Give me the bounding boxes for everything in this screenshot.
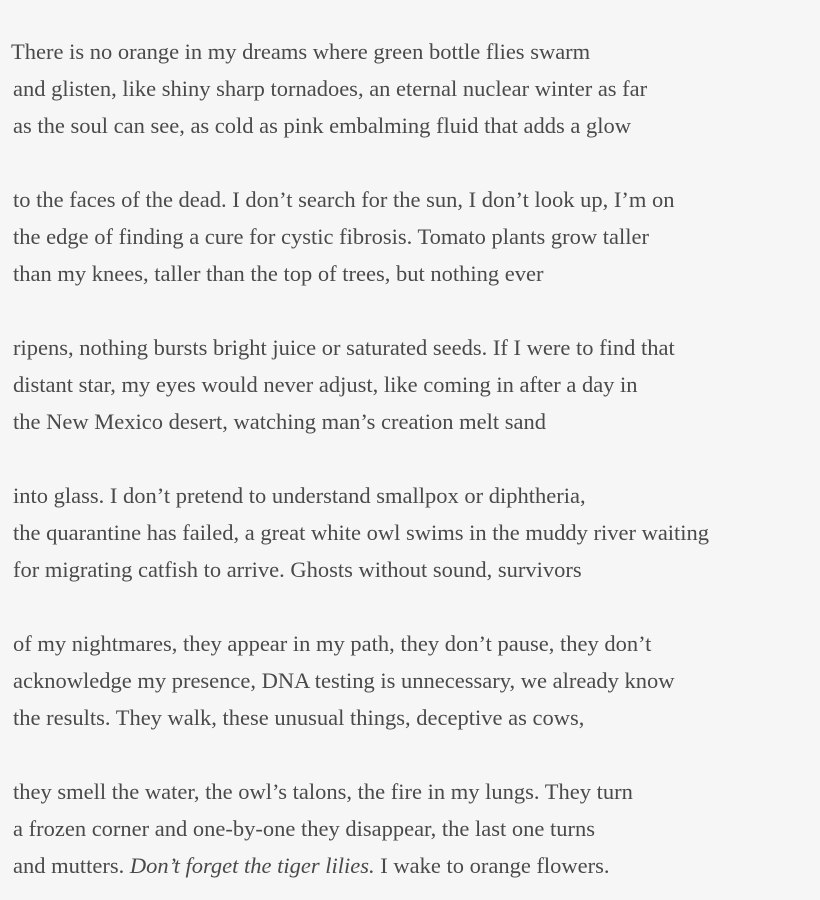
poem-line: the results. They walk, these unusual things, deceptive as cows, xyxy=(13,705,585,730)
poem-line: they smell the water, the owl’s talons, the fire in my lungs. They turn xyxy=(13,779,633,804)
poem-line: distant star, my eyes would never adjust, like coming in after a day in xyxy=(13,372,638,397)
poem-line: a frozen corner and one-by-one they disappear, the last one turns xyxy=(13,816,595,841)
poem-final-line xyxy=(13,847,813,884)
italic-phrase: Don’t forget the tiger lilies. xyxy=(129,853,375,878)
poem-line: into glass. I don’t pretend to understand smallpox or diphtheria, xyxy=(13,483,586,508)
poem-line: the quarantine has failed, a great white owl swims in the muddy river waiting xyxy=(13,520,710,545)
stanza-2 xyxy=(13,181,813,292)
final-line-end: I wake to orange flowers. xyxy=(374,853,610,878)
stanza-3 xyxy=(13,329,813,440)
stanza-5 xyxy=(13,625,813,736)
poem-line: ripens, nothing bursts bright juice or saturated seeds. If I were to find that xyxy=(13,335,675,360)
stanza-6 xyxy=(13,773,813,884)
poem-line: and glisten, like shiny sharp tornadoes, an eternal nuclear winter as far xyxy=(13,76,648,101)
poem-line: as the soul can see, as cold as pink embalming fluid that adds a glow xyxy=(13,113,631,138)
final-line-start: and mutters. xyxy=(13,853,130,878)
stanza-1 xyxy=(13,33,813,144)
poem-line: There is no orange in my dreams where green bottle flies swarm xyxy=(11,39,591,64)
poem-line: the edge of finding a cure for cystic fibrosis. Tomato plants grow taller xyxy=(13,224,649,249)
poem-line: for migrating catfish to arrive. Ghosts without sound, survivors xyxy=(13,557,582,582)
poem-line: than my knees, taller than the top of trees, but nothing ever xyxy=(13,261,544,286)
poem-line: to the faces of the dead. I don’t search for the sun, I don’t look up, I’m on xyxy=(13,187,675,212)
stanza-4 xyxy=(13,477,813,588)
poem-line: the New Mexico desert, watching man’s creation melt sand xyxy=(13,409,546,434)
poem-line: of my nightmares, they appear in my path, they don’t pause, they don’t xyxy=(13,631,652,656)
poem-body xyxy=(13,33,813,884)
poem-line: acknowledge my presence, DNA testing is unnecessary, we already know xyxy=(13,668,675,693)
